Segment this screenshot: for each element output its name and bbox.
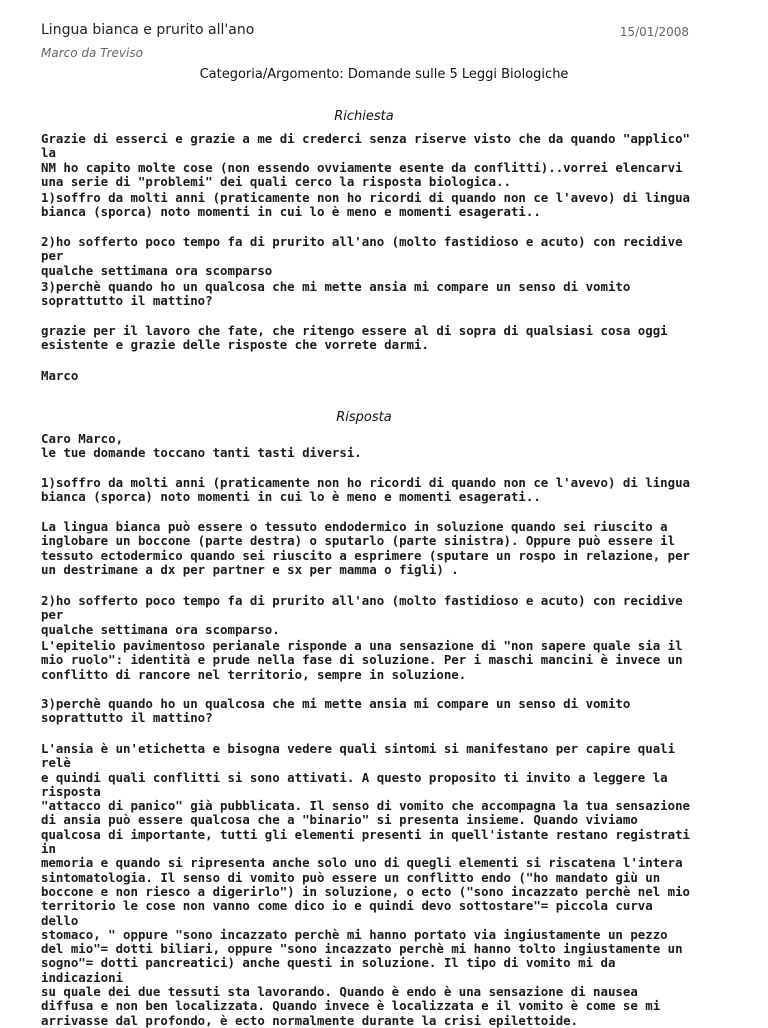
response-paragraph: 1)soffro da molti anni (praticamente non ho ricordi di quando non ce l'avevo) di lingua bianca (sporca) noto momenti in cui lo è meno e momenti esagerati.. bbox=[41, 475, 691, 505]
request-paragraph: grazie per il lavoro che fate, che ritengo essere al di sopra di qualsiasi cosa oggi esistente e grazie delle risposte che vorrete darmi. bbox=[41, 323, 668, 353]
response-paragraph: Caro Marco, le tue domande toccano tanti tasti diversi. bbox=[41, 431, 362, 461]
article-header bbox=[41, 22, 689, 66]
article-date: 15/01/2008 bbox=[619, 25, 689, 39]
request-paragraph: Grazie di esserci e grazie a me di crederci senza riserve visto che da quando "applico" la NM ho capito molte cose (non essendo ovviamente esente da conflitti)..vorrei elencarvi una serie di "problemi" dei quali cerco la risposta biologica.. bbox=[41, 131, 691, 189]
article-author: Marco da Treviso bbox=[41, 46, 143, 60]
response-heading: Risposta bbox=[336, 410, 392, 425]
request-heading: Richiesta bbox=[334, 109, 394, 124]
category-line: Categoria/Argomento: Domande sulle 5 Leggi Biologiche bbox=[199, 67, 569, 82]
response-paragraph: 3)perchè quando ho un qualcosa che mi mette ansia mi compare un senso di vomito soprattutto il mattino? bbox=[41, 696, 631, 726]
article-title: Lingua bianca e prurito all'ano bbox=[41, 22, 255, 38]
response-paragraph: L'epitelio pavimentoso perianale risponde a una sensazione di "non sapere quale sia il mio ruolo": identità e prude nella fase di soluzione. Per i maschi mancini è invece un conflitto di rancore nel territorio, sempre in soluzione. bbox=[41, 638, 683, 682]
response-paragraph: L'ansia è un'etichetta e bisogna vedere quali sintomi si manifestano per capire quali relè e quindi quali conflitti si sono attivati. A questo proposito ti invito a leggere la risposta "attacco di panico" già pubblicata. Il senso di vomito che accompagna la tua sensazione di ansia può essere qualcosa che a "binario" si presenta insieme. Quando viviamo qualcosa di importante, tutti gli elementi presenti in quell'istante restano registrati in memoria e quando si ripresenta anche solo uno di quegli elementi si riscatena l'intera sintomatologia. Il senso di vomito può essere un conflitto endo ("ho mandato giù un boccone e non riesco a digerirlo") in soluzione, o ecto ("sono incazzato perchè nel mio territorio le cose non vanno come dico io e quindi devo sottostare"= piccola curva dello stomaco, " oppure "sono incazzato perchè mi hanno portato via ingiustamente un pezzo del mio"= dotti biliari, oppure "sono incazzato perchè mi hanno tolto ingiustamente un sogno"= dotti pancreatici) anche questi in soluzione. Il tipo di vomito mi da indicazioni su quale dei due tessuti sta lavorando. Quando è endo è una sensazione di nausea diffusa e non ben localizzata. Quando invece è localizzata e il vomito è come se mi arrivasse dal profondo, è ecto normalmente durante la crisi epilettoide. bbox=[41, 741, 691, 1028]
response-paragraph: 2)ho sofferto poco tempo fa di prurito all'ano (molto fastidioso e acuto) con recidive per qualche settimana ora scomparso. bbox=[41, 593, 683, 637]
response-paragraph: La lingua bianca può essere o tessuto endodermico in soluzione quando sei riuscito a inglobare un boccone (parte destra) o sputarlo (parte sinistra). Oppure può essere il tessuto ectodermico quando sei riuscito a esprimere (sputare un rospo in relazione, per un destrimane a dx per partner e sx per mamma o figli) . bbox=[41, 519, 691, 577]
request-paragraph: 1)soffro da molti anni (praticamente non ho ricordi di quando non ce l'avevo) di lingua bianca (sporca) noto momenti in cui lo è meno e momenti esagerati.. bbox=[41, 190, 691, 220]
request-paragraph: 3)perchè quando ho un qualcosa che mi mette ansia mi compare un senso di vomito soprattutto il mattino? bbox=[41, 279, 631, 309]
request-paragraph: 2)ho sofferto poco tempo fa di prurito all'ano (molto fastidioso e acuto) con recidive per qualche settimana ora scomparso bbox=[41, 234, 683, 278]
request-signature: Marco bbox=[41, 368, 79, 383]
